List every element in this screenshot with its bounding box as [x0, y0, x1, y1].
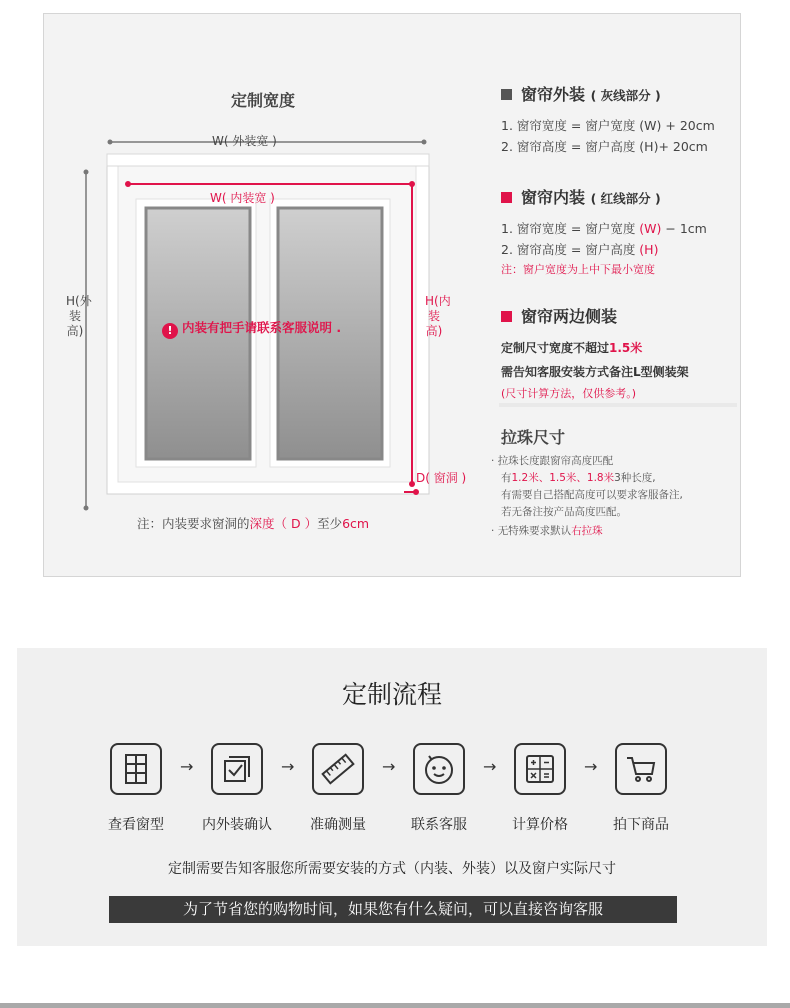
step-label: 拍下商品	[613, 817, 669, 833]
step-label: 查看窗型	[108, 817, 164, 833]
process-section	[17, 648, 767, 946]
step-label: 内外装确认	[202, 817, 272, 833]
consult-banner: 为了节省您的购物时间，如果您有什么疑问，可以直接咨询客服	[109, 896, 677, 923]
square-bullet-icon	[501, 89, 512, 100]
inner-width-label: W( 内装宽 )	[210, 191, 275, 205]
inner-install-title: 窗帘内装	[521, 188, 586, 207]
step-label: 计算价格	[512, 817, 568, 833]
depth-note	[137, 514, 369, 532]
step-contact-service	[413, 743, 465, 795]
depth-label: D( 窗洞 )	[416, 471, 467, 485]
divider	[499, 403, 737, 407]
side-install-title: 窗帘两边侧装	[521, 307, 618, 326]
bead-line-2-suffix: 3种长度,	[614, 472, 656, 484]
bead-line-1	[491, 453, 613, 469]
side-width-limit	[501, 339, 642, 356]
inner-height-formula-var: (H)	[639, 242, 659, 257]
side-width-limit-value: 1.5米	[609, 341, 643, 355]
inner-width-formula	[501, 219, 707, 237]
step-install-confirm	[211, 743, 263, 795]
warning-text: 内装有把手请联系客服说明 .	[182, 320, 342, 335]
outer-width-label: W( 外装宽 )	[212, 134, 277, 148]
side-install-heading	[501, 304, 617, 327]
bead-line-5-prefix: 无特殊要求默认	[497, 525, 572, 537]
bead-line-5	[491, 523, 603, 539]
step-place-order	[615, 743, 667, 795]
inner-install-subtitle: ( 红线部分 )	[590, 191, 661, 206]
inner-height-formula	[501, 240, 658, 258]
depth-note-red: 深度（ D ）	[249, 516, 318, 531]
arrow-icon: →	[382, 757, 396, 776]
inner-width-formula-var: (W)	[639, 221, 662, 236]
process-title: 定制流程	[341, 680, 442, 709]
outer-install-title: 窗帘外装	[521, 85, 586, 104]
outer-height-label: H(外装高)	[66, 294, 92, 338]
shopping-cart-icon	[624, 752, 658, 786]
size-guide-panel	[43, 13, 741, 577]
bead-line-2-prefix: 有	[501, 472, 512, 484]
bullet-dot-icon: ·	[491, 525, 498, 537]
step-label: 准确测量	[310, 817, 366, 833]
handle-warning	[162, 318, 341, 339]
check-window-icon	[220, 752, 254, 786]
diagram-title: 定制宽度	[231, 91, 296, 110]
bead-line-4: 若无备注按产品高度匹配。	[501, 506, 627, 518]
side-bracket-note: 需告知客服安装方式备注L型侧装架	[501, 365, 689, 379]
side-width-limit-prefix: 定制尺寸宽度不超过	[501, 341, 610, 355]
square-bullet-icon	[501, 192, 512, 203]
outer-install-heading	[501, 82, 661, 105]
bead-line-1-text: 拉珠长度跟窗帘高度匹配	[497, 455, 614, 467]
bead-line-3: 有需要自己搭配高度可以要求客服备注,	[501, 489, 683, 501]
inner-height-formula-prefix: 2. 窗帘高度 = 窗户高度	[501, 242, 640, 257]
inner-width-note: 注：窗户宽度为上中下最小宽度	[501, 263, 655, 276]
arrow-icon: →	[180, 757, 194, 776]
step-calc-price	[514, 743, 566, 795]
bead-default-side: 右拉珠	[571, 525, 603, 537]
inner-width-formula-prefix: 1. 窗帘宽度 = 窗户宽度	[501, 221, 640, 236]
arrow-icon: →	[584, 757, 598, 776]
bead-size-title: 拉珠尺寸	[501, 428, 566, 447]
arrow-icon: →	[281, 757, 295, 776]
step-window-type	[110, 743, 162, 795]
process-description: 定制需要告知客服您所需要安装的方式（内装、外装）以及窗户实际尺寸	[168, 861, 616, 877]
bottom-divider	[0, 1003, 790, 1008]
window-grid-icon	[119, 752, 153, 786]
step-label: 联系客服	[411, 817, 467, 833]
calculator-icon	[523, 752, 557, 786]
reference-note: (尺寸计算方法，仅供参考。)	[501, 387, 637, 400]
depth-note-prefix: 注：内装要求窗洞的	[137, 516, 250, 531]
depth-note-value: 6cm	[342, 516, 370, 531]
ruler-icon	[321, 752, 355, 786]
chat-face-icon	[422, 752, 456, 786]
step-measure	[312, 743, 364, 795]
outer-height-formula: 2. 窗帘高度 = 窗户高度 (H)+ 20cm	[501, 139, 708, 154]
bead-line-2	[501, 470, 656, 486]
bullet-dot-icon: ·	[491, 455, 498, 467]
bead-lengths: 1.2米、1.5米、1.8米	[511, 472, 615, 484]
depth-note-mid: 至少	[317, 516, 343, 531]
arrow-icon: →	[483, 757, 497, 776]
square-bullet-icon	[501, 311, 512, 322]
warning-icon: !	[162, 323, 178, 339]
inner-install-heading	[501, 185, 661, 208]
outer-width-formula: 1. 窗帘宽度 = 窗户宽度 (W) + 20cm	[501, 118, 715, 133]
outer-install-subtitle: ( 灰线部分 )	[590, 88, 661, 103]
inner-height-label: H(内装高)	[425, 294, 451, 338]
inner-width-formula-suffix: − 1cm	[661, 221, 707, 236]
